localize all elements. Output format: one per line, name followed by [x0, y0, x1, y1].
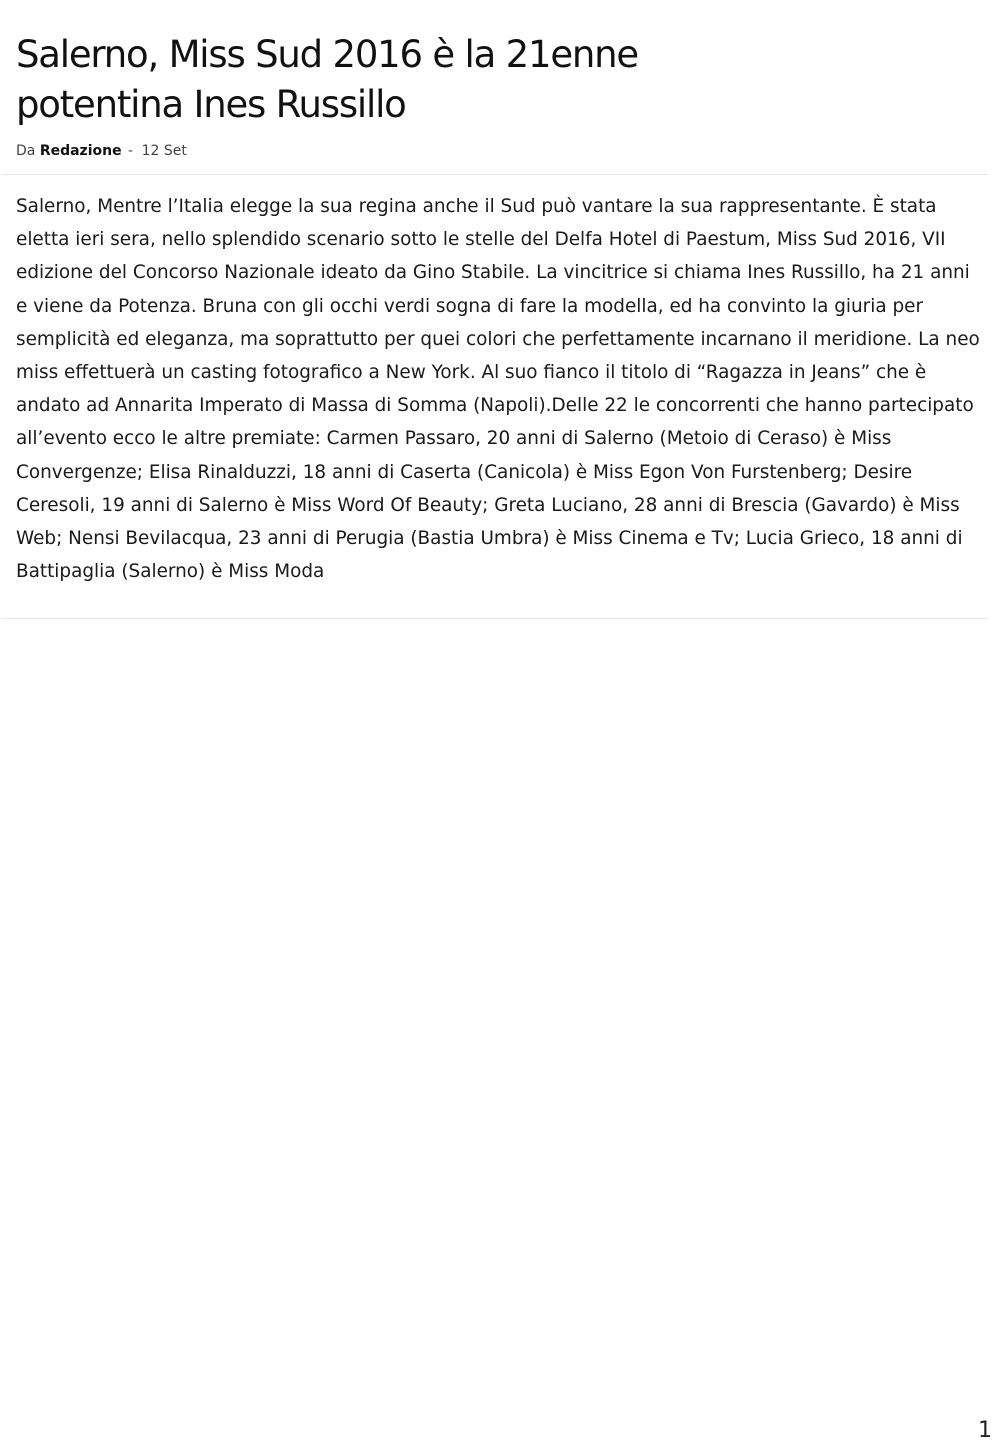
byline-date: 12 Set [141, 143, 187, 159]
footer-divider [2, 618, 988, 619]
article-title: Salerno, Miss Sud 2016 è la 21enne potentina Ines Russillo [16, 33, 638, 126]
byline-prefix: Da [16, 143, 36, 159]
page-number: 1 [978, 1418, 992, 1443]
article-body: Salerno, Mentre l’Italia elegge la sua regina anche il Sud può vantare la sua rappresentante. È stata eletta ieri sera, nello splendido scenario sotto le stelle del Delfa Hotel di Paestum, Miss Sud 2016, VII edizione del Concorso Nazionale ideato da Gino Stabile. La vincitrice si chiama Ines Russillo, ha 21 anni e viene da Potenza. Bruna con gli occhi verdi sogna di fare la modella, ed ha convinto la giuria per semplicità ed eleganza, ma soprattutto per quei colori che perfettamente incarnano il meridione. La neo miss effettuerà un casting fotografico a New York. Al suo fianco il titolo di “Ragazza in Jeans” che è andato ad Annarita Imperato di Massa di Somma (Napoli).Delle 22 le concorrenti che hanno partecipato all’evento ecco le altre premiate: Carmen Passaro, 20 anni di Salerno (Metoio di Ceraso) è Miss Convergenze; Elisa Rinalduzzi, 18 anni di Caserta (Canicola) è Miss Egon Von Furstenberg; Desire Ceresoli, 19 anni di Salerno è Miss Word Of Beauty; Greta Luciano, 28 anni di Brescia (Gavardo) è Miss Web; Nensi Bevilacqua, 23 anni di Perugia (Bastia Umbra) è Miss Cinema e Tv; Lucia Grieco, 18 anni di Battipaglia (Salerno) è Miss Moda [16, 196, 980, 583]
byline-author-link[interactable]: Redazione [39, 143, 122, 159]
header-divider [2, 174, 988, 175]
byline-separator: - [128, 143, 134, 159]
article-byline [16, 142, 976, 160]
article-header [16, 30, 976, 160]
